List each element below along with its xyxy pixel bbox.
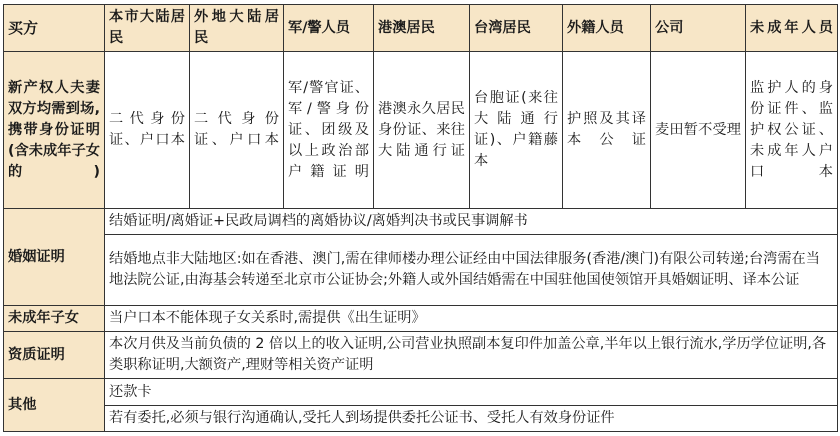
minor-docs: 当户口本不能体现子女关系时,需提供《出生证明》 — [105, 306, 838, 332]
minor-row — [4, 306, 838, 332]
id-docs-nonlocal-mainland: 二代身份证、户口本 — [190, 52, 284, 209]
id-docs-military-police: 军/警官证、军/警身份证、团级及以上政治部户籍证明 — [284, 52, 374, 209]
id-docs-row — [4, 52, 838, 209]
id-docs-minor: 监护人的身份证件、监护权公证、未成年人户口本 — [746, 52, 838, 209]
id-docs-label: 新产权人夫妻双方均需到场,携带身份证明(含未成年子女的) — [4, 52, 105, 209]
col-header-nonlocal-mainland: 外地大陆居民 — [190, 5, 284, 52]
id-docs-company: 麦田暂不受理 — [651, 52, 746, 209]
other-row-1 — [4, 379, 838, 406]
qualification-label: 资质证明 — [4, 332, 105, 379]
id-docs-hk-macau: 港澳永久居民身份证、来往大陆通行证 — [374, 52, 470, 209]
marriage-label: 婚姻证明 — [4, 209, 105, 306]
marriage-row-2 — [4, 235, 838, 306]
col-header-taiwan: 台湾居民 — [470, 5, 563, 52]
marriage-docs-line2: 结婚地点非大陆地区:如在香港、澳门,需在律师楼办理公证经由中国法律服务(香港/澳门)有限公司转递;台湾需在当地法院公证,由海基会转递至北京市公证协会;外籍人或外国结婚需在中国驻他国使领馆开具婚姻证明、译本公证 — [105, 235, 838, 306]
other-docs-line1: 还款卡 — [105, 379, 838, 406]
col-header-hk-macau: 港澳居民 — [374, 5, 470, 52]
other-docs-line2: 若有委托,必须与银行沟通确认,受托人到场提供委托公证书、受托人有效身份证件 — [105, 406, 838, 432]
col-header-minor: 未成年人员 — [746, 5, 838, 52]
marriage-row-1 — [4, 209, 838, 235]
col-header-local-mainland: 本市大陆居民 — [105, 5, 190, 52]
marriage-docs-line1: 结婚证明/离婚证+民政局调档的离婚协议/离婚判决书或民事调解书 — [105, 209, 838, 235]
col-header-foreign: 外籍人员 — [563, 5, 651, 52]
other-label: 其他 — [4, 379, 105, 432]
buyer-header: 买方 — [4, 5, 105, 52]
requirements-table — [3, 4, 838, 432]
qualification-row — [4, 332, 838, 379]
col-header-company: 公司 — [651, 5, 746, 52]
minor-label: 未成年子女 — [4, 306, 105, 332]
id-docs-local-mainland: 二代身份证、户口本 — [105, 52, 190, 209]
other-row-2 — [4, 406, 838, 432]
id-docs-taiwan: 台胞证(来往大陆通行证)、户籍藤本 — [470, 52, 563, 209]
id-docs-foreign: 护照及其译本公证 — [563, 52, 651, 209]
header-row — [4, 5, 838, 52]
col-header-military-police: 军/警人员 — [284, 5, 374, 52]
qualification-docs: 本次月供及当前负债的 2 倍以上的收入证明,公司营业执照副本复印件加盖公章,半年以上银行流水,学历学位证明,各类职称证明,大额资产,理财等相关资产证明 — [105, 332, 838, 379]
